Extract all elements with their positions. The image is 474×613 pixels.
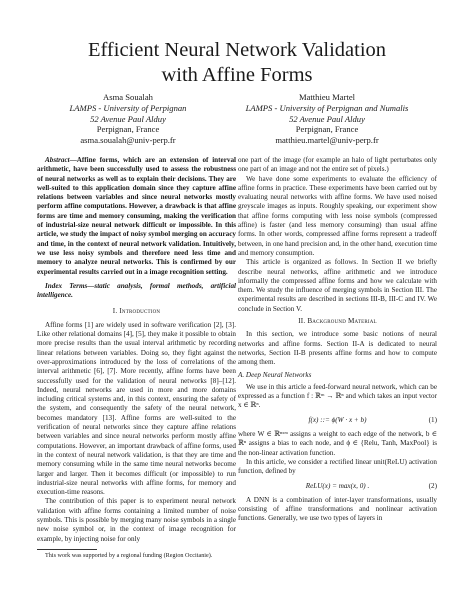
paragraph: We use in this article a feed-forward neural network, which can be expressed as a function f : ℝᵐ → ℝⁿ and which takes an input vector x ∈ ℝⁿ. <box>238 382 437 410</box>
equation-1 <box>238 416 437 425</box>
abstract-text: —Affine forms, which are an extension of interval arithmetic, have been successfully used to assess the robustness of neural networks as well as to explain their decisions. They are well-suited to this application domain since they capture affine relations between variables and since neural networks mostly perform affine computations. However, a drawback is that affine forms are time and memory consuming, making the verification of industrial-size neural network difficult or impossible. In this article, we study the impact of noisy symbol merging on accuracy and time, in the context of neural network validation. Intuitively, we use less noisy symbols and therefore need less time and memory to analyze neural networks. This is confirmed by our experimental results carried out in a image recognition setting. <box>37 156 236 276</box>
section-heading-background: II. Background Material <box>298 317 377 326</box>
footnote-rule <box>37 549 97 550</box>
paragraph: The contribution of this paper is to experiment neural network validation with affine forms containing a limited number of noise symbols. This is possible by merging many noise symbols in a single new noise symbol or, in the context of image recognition for example, by injecting noise for only <box>37 497 236 543</box>
author-affiliation: LAMPS - University of Perpignan <box>69 102 187 113</box>
paragraph: In this section, we introduce some basic notions of neural networks and affine forms. Section II-A is dedicated to neural networks, Section II-B presents affine forms and how to compute among them. <box>238 330 437 367</box>
author-affiliation: LAMPS - University of Perpignan and Numalis <box>245 102 409 113</box>
paragraph: We have done some experiments to evaluate the efficiency of affine forms in practice. These experiments have been carried out by evaluating neural networks with affine forms. We have used noised greyscale images as inputs. Roughly speaking, our experiment show that affine forms computing with less noise symbols (compressed affine) is faster (and less memory consuming) than usual affine forms. In other words, compressed affine forms represent a tradeoff between, in one hand precision and, in the other hand, execution time and memory consumption. <box>238 174 437 257</box>
author-block-2 <box>232 92 422 146</box>
equation-1-number: (1) <box>428 415 437 424</box>
author-city: Perpignan, France <box>96 124 160 135</box>
author-city: Perpignan, France <box>295 124 359 135</box>
title-line-2: with Affine Forms <box>161 64 313 86</box>
paragraph: In this article, we consider a rectified linear unit(ReLU) activation function, defined by <box>238 457 437 476</box>
author-name: Matthieu Martel <box>298 92 356 102</box>
abstract <box>37 156 236 277</box>
equation-2 <box>238 482 437 491</box>
index-terms <box>37 282 236 301</box>
equation-2-body: ReLU(x) = max(x, 0) . <box>305 481 370 490</box>
author-email: matthieu.martel@univ-perp.fr <box>275 135 379 146</box>
author-email: asma.soualah@univ-perp.fr <box>80 135 176 146</box>
paragraph: Affine forms [1] are widely used in software verification [2], [3]. Like other relational domains [4], [5], they make it possible to obtain more precise results than the usual interval arithmetic by recording linear relations between variables. Doing so, they fight against the over-approximations introduced by the loss of correlations of the interval arithmetic [6], [7]. More recently, affine forms have been successfully used for the validation of neural networks [8]–[12]. Indeed, neural networks are used in more and more domains including critical systems and, in this context, ensuring the safety of the system, and consequently the safety of the neural network, becomes mandatory [13]. Affine forms are well-suited to the verification of neural networks since they capture affine relations between variables and since neural networks perform mostly affine computations. However, an important drawback of affine forms, used in the context of neural network validation, is that they are time and memory consuming while in the same time neural networks become larger and larger. Then it becomes difficult (or impossible) to run industrial-size neural networks with affine forms, for memory and execution-time reasons. <box>37 320 236 497</box>
right-column <box>238 156 437 524</box>
author-block-1 <box>38 92 218 146</box>
subsection-heading-dnn: A. Deep Neural Networks <box>238 370 312 379</box>
footnote: This work was supported by a regional funding (Region Occitanie). <box>45 551 213 559</box>
author-address: 52 Avenue Paul Alduy <box>90 113 166 124</box>
equation-1-body: f(x) ::= ϕ(W · x + b) <box>308 415 367 424</box>
index-terms-label: Index Terms <box>45 281 88 290</box>
paper-title <box>40 38 434 88</box>
paragraph: This article is organized as follows. In Section II we briefly describe neural networks, affine arithmetic and we introduce informally the compressed affine forms and how we calculate with them. We study the influence of merging symbols in Section III. The experimental results are described in sections III-B, III-C and IV. We conclude in Section V. <box>238 258 437 313</box>
paragraph: A DNN is a combination of inter-layer transformations, usually consisting of affine transformations and nonlinear activation functions. Generally, we use two types of layers in <box>238 495 437 523</box>
section-heading-introduction: I. Introduction <box>112 307 161 316</box>
equation-2-number: (2) <box>428 481 437 490</box>
author-address: 52 Avenue Paul Alduy <box>289 113 365 124</box>
abstract-label: Abstract <box>45 156 70 164</box>
title-line-1: Efficient Neural Network Validation <box>87 39 387 61</box>
paragraph: where W ∈ ℝⁿˣᵐ assigns a weight to each edge of the network, b ∈ ℝⁿ assigns a bias to each node, and ϕ ∈ {Relu, Tanh, MaxPool} is the non-linear activation function. <box>238 430 437 457</box>
index-terms-text: —static analysis, formal methods, artificial intelligence. <box>37 281 236 300</box>
paragraph: one part of the image (for example an halo of light perturbates only one part of an image and not the entire set of pixels.) <box>238 156 437 174</box>
author-name: Asma Soualah <box>103 92 153 102</box>
left-column <box>37 156 236 560</box>
